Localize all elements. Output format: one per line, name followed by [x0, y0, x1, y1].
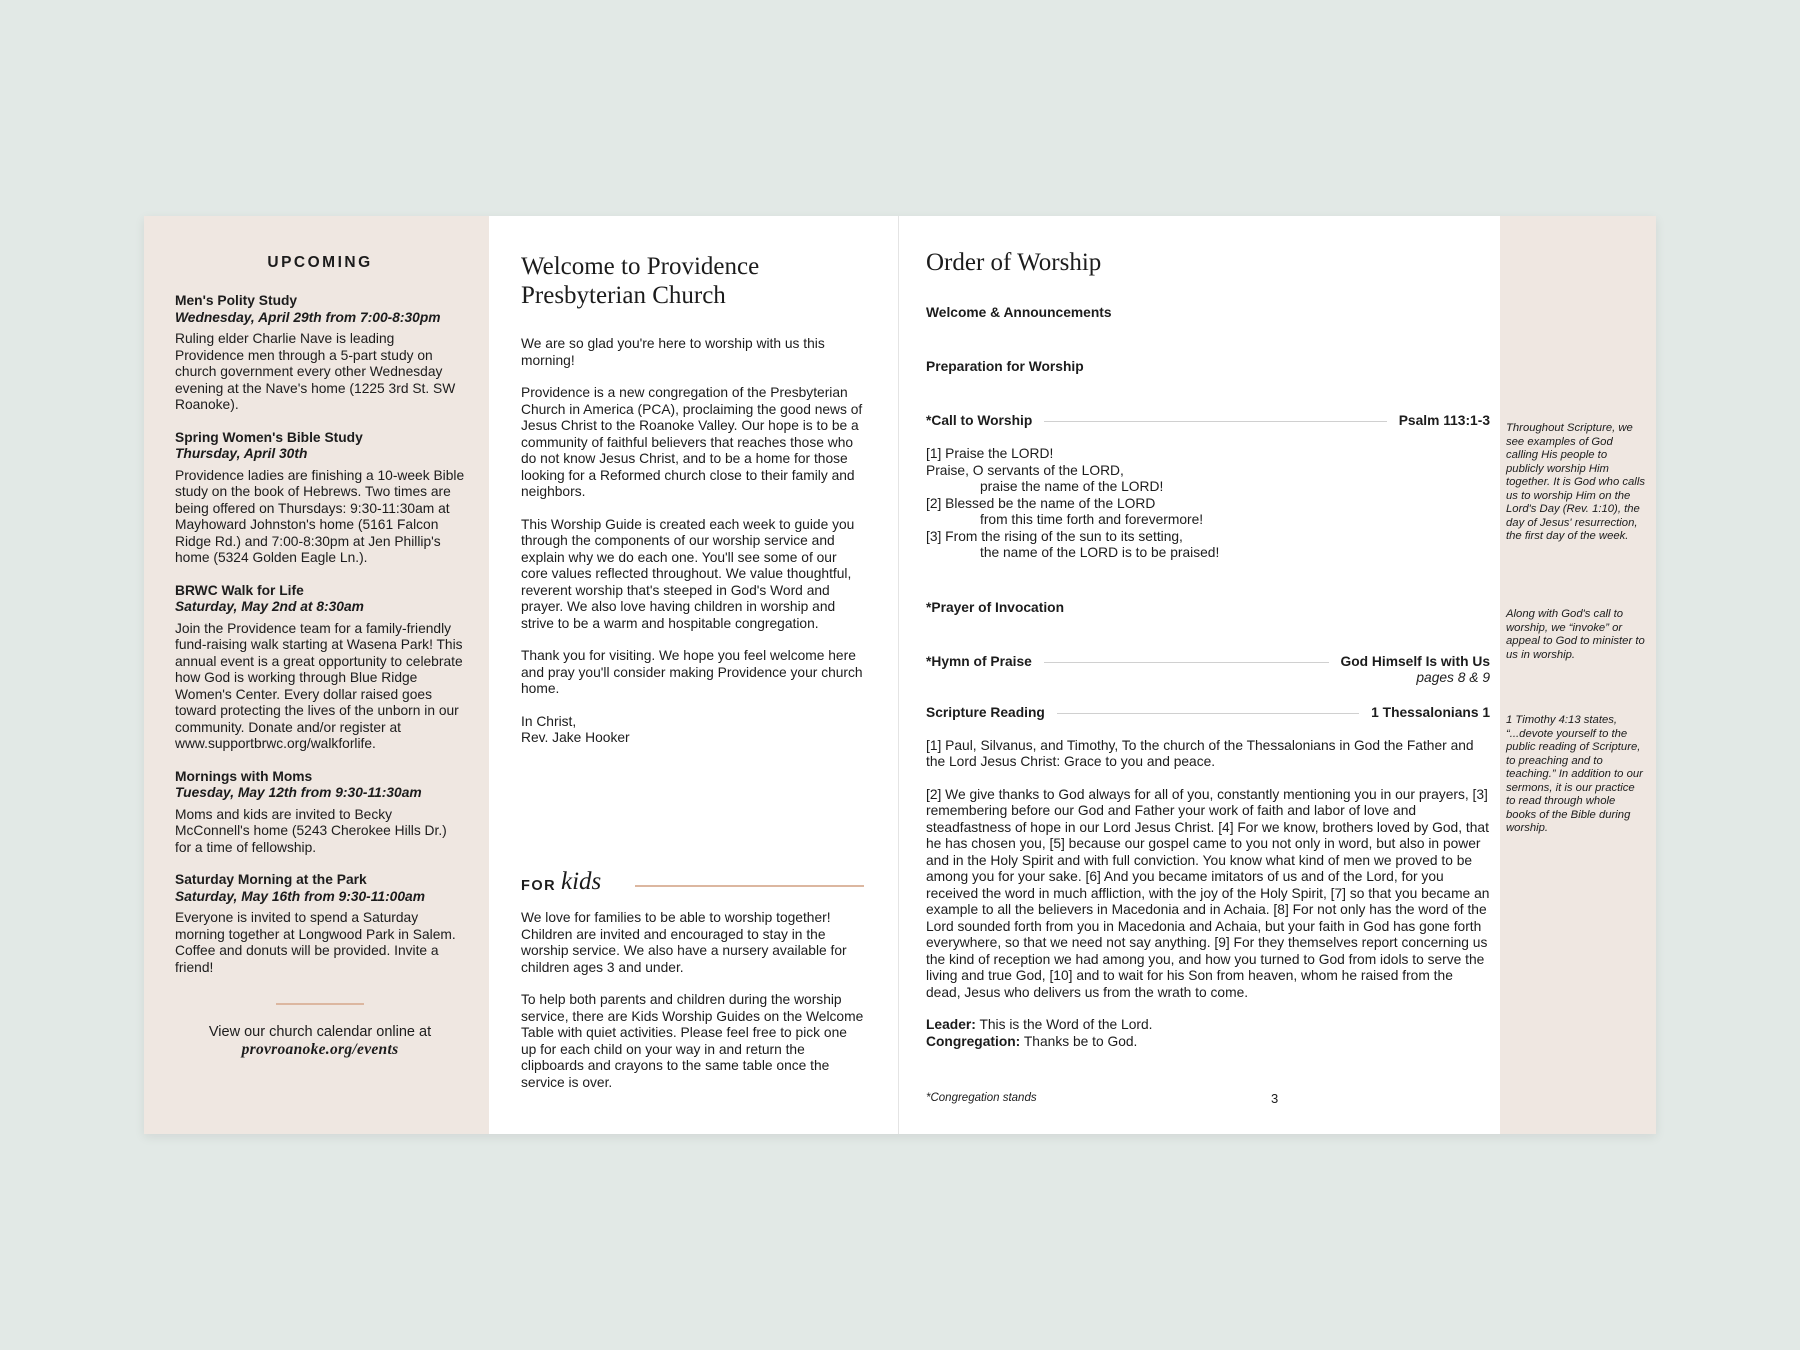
side-note-invocation: Along with God's call to worship, we “invoke” or appeal to God to minister to us in worship.	[1506, 608, 1645, 661]
kids-section	[521, 910, 864, 1107]
psalm-line: [3] From the rising of the sun to its setting,	[926, 528, 1183, 544]
kids-word: kids	[561, 868, 602, 895]
event-date: Wednesday, April 29th from 7:00-8:30pm	[175, 309, 441, 325]
side-note-scripture: 1 Timothy 4:13 states, “...devote yourself to the public reading of Scripture, to preaching and to teaching.” In addition to our sermons, it is our practice to read through whole books of the Bible during worship.	[1506, 714, 1643, 834]
order-item-reference: Psalm 113:1-3	[1398, 413, 1490, 428]
order-item-welcome: Welcome & Announcements	[926, 305, 1112, 320]
order-item-preparation: Preparation for Worship	[926, 359, 1084, 374]
event-item	[175, 769, 465, 857]
order-item-reference: God Himself Is with Us	[1340, 653, 1490, 669]
event-item	[175, 583, 465, 753]
psalm-line: [2] Blessed be the name of the LORD	[926, 495, 1156, 511]
event-date: Saturday, May 2nd at 8:30am	[175, 599, 364, 614]
scripture-paragraph: [2] We give thanks to God always for all of you, constantly mentioning you in our prayers, [3] remembering before our God and Father your work of faith and labor of love and steadfastness of hope in our Lord Jesus Christ. [4] For we know, brothers loved by God, that he has chosen you, [5] because our gospel came to you not only in word, but also in power and in the Holy Spirit and with full conviction. You know what kind of men we proved to be among you for your sake. [6] And you became imitators of us and of the Lord, for you received the word in much affliction, with the joy of the Holy Spirit, [7] so that you became an example to all the believers in Macedonia and in Achaia. [8] For not only has the word of the Lord sounded forth from you in Macedonia and Achaia, but your faith in God has gone forth everywhere, so that we need not say anything. [9] For they themselves report concerning us the kind of reception we had among you, and how you turned to God from idols to serve the living and true God, [10] and to wait for his Son from heaven, whom he raised from the dead, Jesus who delivers us from the wrath to come.	[926, 786, 1490, 1000]
response-leader	[926, 1017, 1490, 1034]
order-panel	[899, 216, 1500, 1134]
event-description: Providence ladies are finishing a 10-week Bible study on the book of Hebrews. Two times are being offered on Thursdays: 9:30-11:30am at Mayhoward Johnston's home (5161 Falcon Ridge Rd.) and 7:00-8:30pm at Jen Phillip's home (5324 Golden Eagle Ln.).	[175, 467, 465, 565]
order-title: Order of Worship	[926, 249, 1102, 276]
event-item	[175, 430, 465, 567]
footnote: *Congregation stands	[926, 1092, 1037, 1104]
order-item-hymn	[926, 654, 1490, 670]
event-title: Saturday Morning at the Park	[175, 872, 367, 887]
event-date: Thursday, April 30th	[175, 446, 308, 461]
kids-for-label: FOR	[521, 878, 557, 894]
psalm-line: [1] Praise the LORD!	[926, 446, 1054, 461]
order-item-invocation: *Prayer of Invocation	[926, 599, 1065, 615]
event-title: BRWC Walk for Life	[175, 582, 304, 598]
kids-paragraph: We love for families to be able to worship together! Children are invited and encouraged to stay in the worship service. We also have a nursery available for children ages 3 and under.	[521, 910, 847, 975]
psalm-line: the name of the LORD is to be praised!	[980, 545, 1220, 560]
sidenotes-panel	[1500, 216, 1656, 1134]
order-item-call	[926, 413, 1490, 429]
side-note-call: Throughout Scripture, we see examples of God calling His people to publicly worship Him together. It is God who calls us to worship Him on the Lord's Day (Rev. 1:10), the day of Jesus' resurrection, the first day of the week.	[1506, 422, 1645, 542]
welcome-closing: In Christ,	[521, 713, 577, 729]
upcoming-heading: UPCOMING	[267, 254, 373, 271]
response-congregation	[926, 1034, 1490, 1051]
calendar-note	[175, 1023, 465, 1059]
hymn-pages: pages 8 & 9	[1416, 669, 1490, 685]
event-description: Everyone is invited to spend a Saturday morning together at Longwood Park in Salem. Coffee and donuts will be provided. Invite a friend!	[175, 910, 456, 975]
welcome-panel	[489, 216, 899, 1134]
welcome-paragraph: Providence is a new congregation of the Presbyterian Church in America (PCA), proclaiming the good news of Jesus Christ to the Roanoke Valley. Our hope is to be a community of faithful believers that reaches those who do not know Jesus Christ, and to be a home for those looking for a Reformed church close to their family and neighbors.	[521, 385, 863, 499]
welcome-title: Welcome to Providence Presbyterian Church	[521, 253, 760, 309]
order-item-scripture	[926, 705, 1490, 721]
calendar-note-text: View our church calendar online at	[208, 1024, 432, 1040]
psalm-line: Praise, O servants of the LORD,	[926, 462, 1124, 478]
event-description: Join the Providence team for a family-friendly fund-raising walk starting at Wasena Park! This annual event is a great opportunity to celebrate how God is working through Blue Ridge Women's Center. Every dollar raised goes toward protecting the lives of the unborn in our community. Donate and/or register at www.supportbrwc.org/walkforlife.	[175, 620, 463, 751]
psalm-text	[926, 446, 1490, 562]
welcome-paragraph: This Worship Guide is created each week to guide you through the components of our worship service and explain why we do each one. You'll see some of our core values reflected throughout. We value thoughtful, reverent worship that's steeped in God's Word and prayer. We also love having children in worship and strive to be a warm and hospitable congregation.	[521, 516, 855, 631]
welcome-paragraph: Thank you for visiting. We hope you feel welcome here and pray you'll consider making Providence your church home.	[521, 648, 863, 696]
page-number: 3	[1271, 1091, 1279, 1106]
kids-paragraph: To help both parents and children during the worship service, there are Kids Worship Guides on the Welcome Table with quiet activities. Please feel free to pick one up for each child on your way in and return the clipboards and crayons to the same table once the service is over.	[521, 992, 864, 1090]
leader-rule	[1044, 662, 1329, 663]
event-title: Spring Women's Bible Study	[175, 429, 363, 445]
event-item	[175, 872, 465, 976]
upcoming-panel	[144, 216, 489, 1134]
order-item-label: Scripture Reading	[926, 704, 1045, 720]
event-description: Moms and kids are invited to Becky McConnell's home (5243 Cherokee Hills Dr.) for a time of fellowship.	[175, 806, 447, 855]
kids-rule	[635, 885, 864, 887]
psalm-line: praise the name of the LORD!	[980, 479, 1164, 494]
event-description: Ruling elder Charlie Nave is leading Providence men through a 5-part study on church government every other Wednesday evening at the Nave's home (1225 3rd St. SW Roanoke).	[175, 331, 456, 412]
kids-heading	[521, 868, 864, 898]
leader-rule	[1044, 421, 1386, 422]
order-item-label: *Hymn of Praise	[926, 653, 1032, 669]
bulletin-spread	[144, 216, 1656, 1134]
event-date: Saturday, May 16th from 9:30-11:00am	[175, 888, 425, 904]
leader-text: This is the Word of the Lord.	[979, 1017, 1153, 1032]
event-title: Mornings with Moms	[175, 768, 313, 784]
event-title: Men's Polity Study	[175, 293, 298, 308]
welcome-signature: Rev. Jake Hooker	[521, 730, 630, 745]
leader-rule	[1057, 713, 1359, 714]
order-item-label: *Call to Worship	[926, 413, 1033, 428]
welcome-paragraph: We are so glad you're here to worship with us this morning!	[521, 336, 825, 368]
event-item	[175, 293, 465, 414]
section-divider	[276, 1003, 364, 1005]
congregation-label: Congregation:	[926, 1033, 1021, 1049]
event-date: Tuesday, May 12th from 9:30-11:30am	[175, 785, 422, 800]
order-item-reference: 1 Thessalonians 1	[1371, 704, 1490, 720]
leader-label: Leader:	[926, 1017, 976, 1032]
congregation-text: Thanks be to God.	[1023, 1033, 1138, 1049]
psalm-line: from this time forth and forevermore!	[980, 512, 1204, 527]
scripture-paragraph: [1] Paul, Silvanus, and Timothy, To the church of the Thessalonians in God the Father and the Lord Jesus Christ: Grace to you and peace.	[926, 737, 1474, 769]
calendar-link[interactable]: provroanoke.org/events	[241, 1041, 399, 1058]
scripture-text	[926, 738, 1490, 1002]
